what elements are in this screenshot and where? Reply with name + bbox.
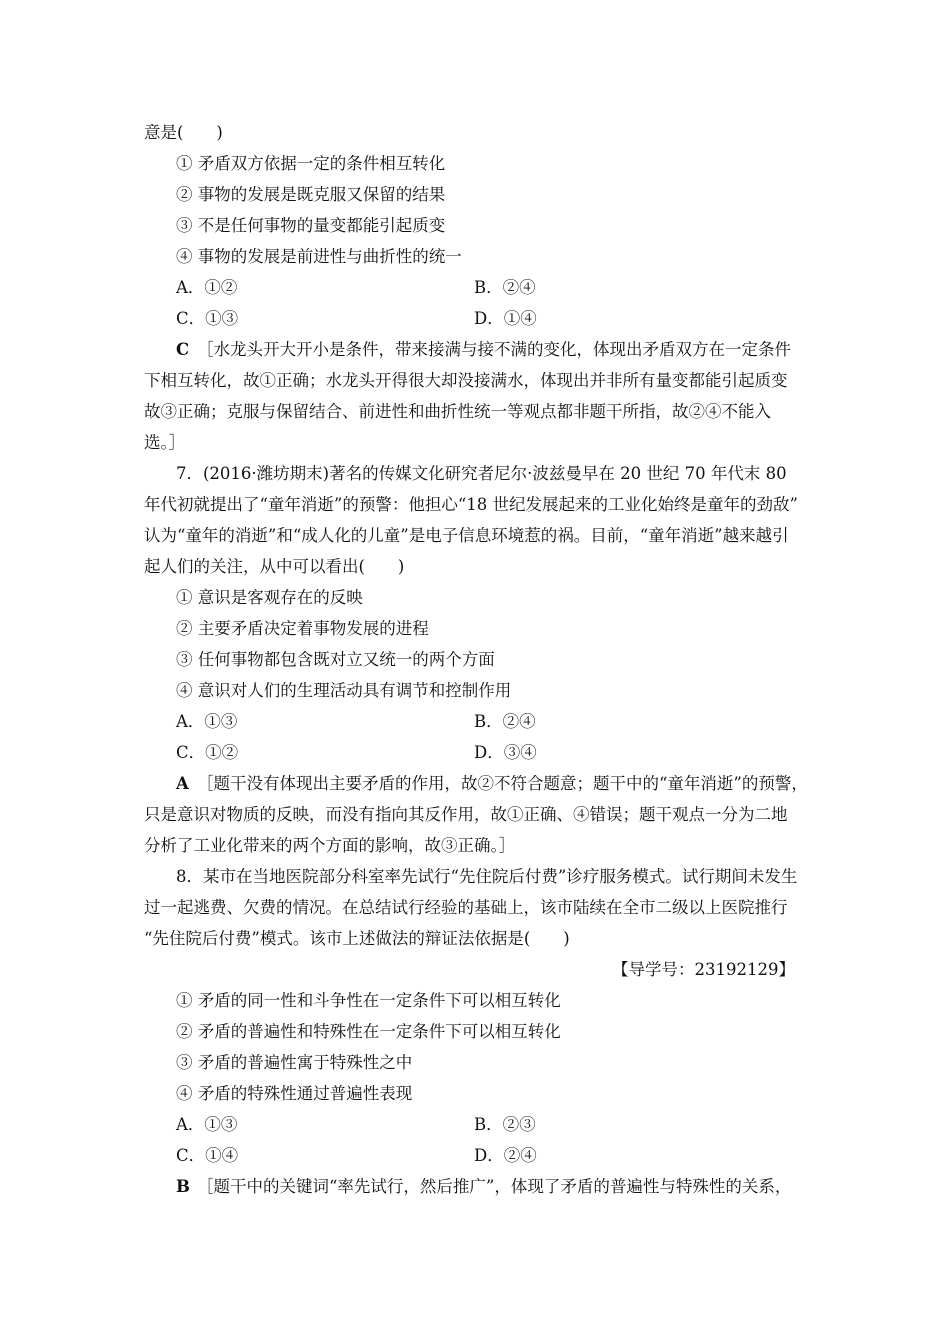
q7-option-1: ① 意识是客观存在的反映 [176,588,363,607]
q8-choice-b: B．②③ [474,1115,536,1134]
q8-choice-c: C．①④ [176,1146,239,1165]
q7-choice-c: C．①② [176,743,239,762]
q7-stem-3: 认为“童年的消逝”和“成人化的儿童”是电子信息环境惹的祸。目前，“童年消逝”越来越引 [144,526,789,545]
q7-explanation-2: 只是意识对物质的反映，而没有指向其反作用，故①正确、④错误；题干观点一分为二地 [144,805,788,824]
q7-option-4: ④ 意识对人们的生理活动具有调节和控制作用 [176,681,512,700]
q8-option-4: ④ 矛盾的特殊性通过普遍性表现 [176,1084,413,1103]
q8-guide-number: 【导学号：23192129】 [612,960,795,979]
q6-explanation-1: ［水龙头开大开小是条件，带来接满与接不满的变化，体现出矛盾双方在一定条件 [197,340,791,359]
q8-choice-a: A．①③ [176,1115,238,1134]
q6-explanation-2: 下相互转化，故①正确；水龙头开得很大却没接满水，体现出并非所有量变都能引起质变 [144,371,788,390]
q8-stem-3: “先住院后付费”模式。该市上述做法的辩证法依据是( ) [144,929,570,948]
q7-choice-d: D．③④ [474,743,537,762]
q6-choice-a: A．①② [176,278,238,297]
q7-choice-b: B．②④ [474,712,536,731]
q8-option-3: ③ 矛盾的普遍性寓于特殊性之中 [176,1053,413,1072]
q6-option-3: ③ 不是任何事物的量变都能引起质变 [176,216,446,235]
q7-choice-a: A．①③ [176,712,238,731]
q8-option-2: ② 矛盾的普遍性和特殊性在一定条件下可以相互转化 [176,1022,561,1041]
q7-stem-1: 7．(2016·潍坊期末)著名的传媒文化研究者尼尔·波兹曼早在 20 世纪 70 年代末 80 [176,464,787,483]
q8-stem-1: 8．某市在当地医院部分科室率先试行“先住院后付费”诊疗服务模式。试行期间未发生 [176,867,798,886]
q6-answer-letter: C [176,340,190,359]
q6-option-1: ① 矛盾双方依据一定的条件相互转化 [176,154,446,173]
q6-choice-d: D．①④ [474,309,537,328]
q8-choice-d: D．②④ [474,1146,537,1165]
q7-option-2: ② 主要矛盾决定着事物发展的进程 [176,619,429,638]
q6-choice-b: B．②④ [474,278,536,297]
q6-option-2: ② 事物的发展是既克服又保留的结果 [176,185,446,204]
q6-explanation-3: 故③正确；克服与保留结合、前进性和曲折性统一等观点都非题干所指，故②④不能入 [144,402,771,421]
q7-option-3: ③ 任何事物都包含既对立又统一的两个方面 [176,650,495,669]
q6-explanation-4: 选。］ [144,433,186,452]
q7-explanation-1: ［题干没有体现出主要矛盾的作用，故②不符合题意；题干中的“童年消逝”的预警， [197,774,808,793]
q7-stem-4: 起人们的关注，从中可以看出( ) [144,557,405,576]
q8-stem-2: 过一起逃费、欠费的情况。在总结试行经验的基础上，该市陆续在全市二级以上医院推行 [144,898,788,917]
q6-option-4: ④ 事物的发展是前进性与曲折性的统一 [176,247,462,266]
q6-stem-tail: 意是( ) [144,123,223,142]
q7-explanation-3: 分析了工业化带来的两个方面的影响，故③正确。］ [144,836,516,855]
q8-answer-letter: B [176,1177,190,1196]
q7-answer-letter: A [176,774,189,793]
q7-stem-2: 年代初就提出了“童年消逝”的预警：他担心“18 世纪发展起来的工业化始终是童年的劲敌” [144,495,798,514]
q8-option-1: ① 矛盾的同一性和斗争性在一定条件下可以相互转化 [176,991,561,1010]
q6-choice-c: C．①③ [176,309,239,328]
q8-explanation-1: ［题干中的关键词“率先试行，然后推广”，体现了矛盾的普遍性与特殊性的关系， [197,1177,792,1196]
